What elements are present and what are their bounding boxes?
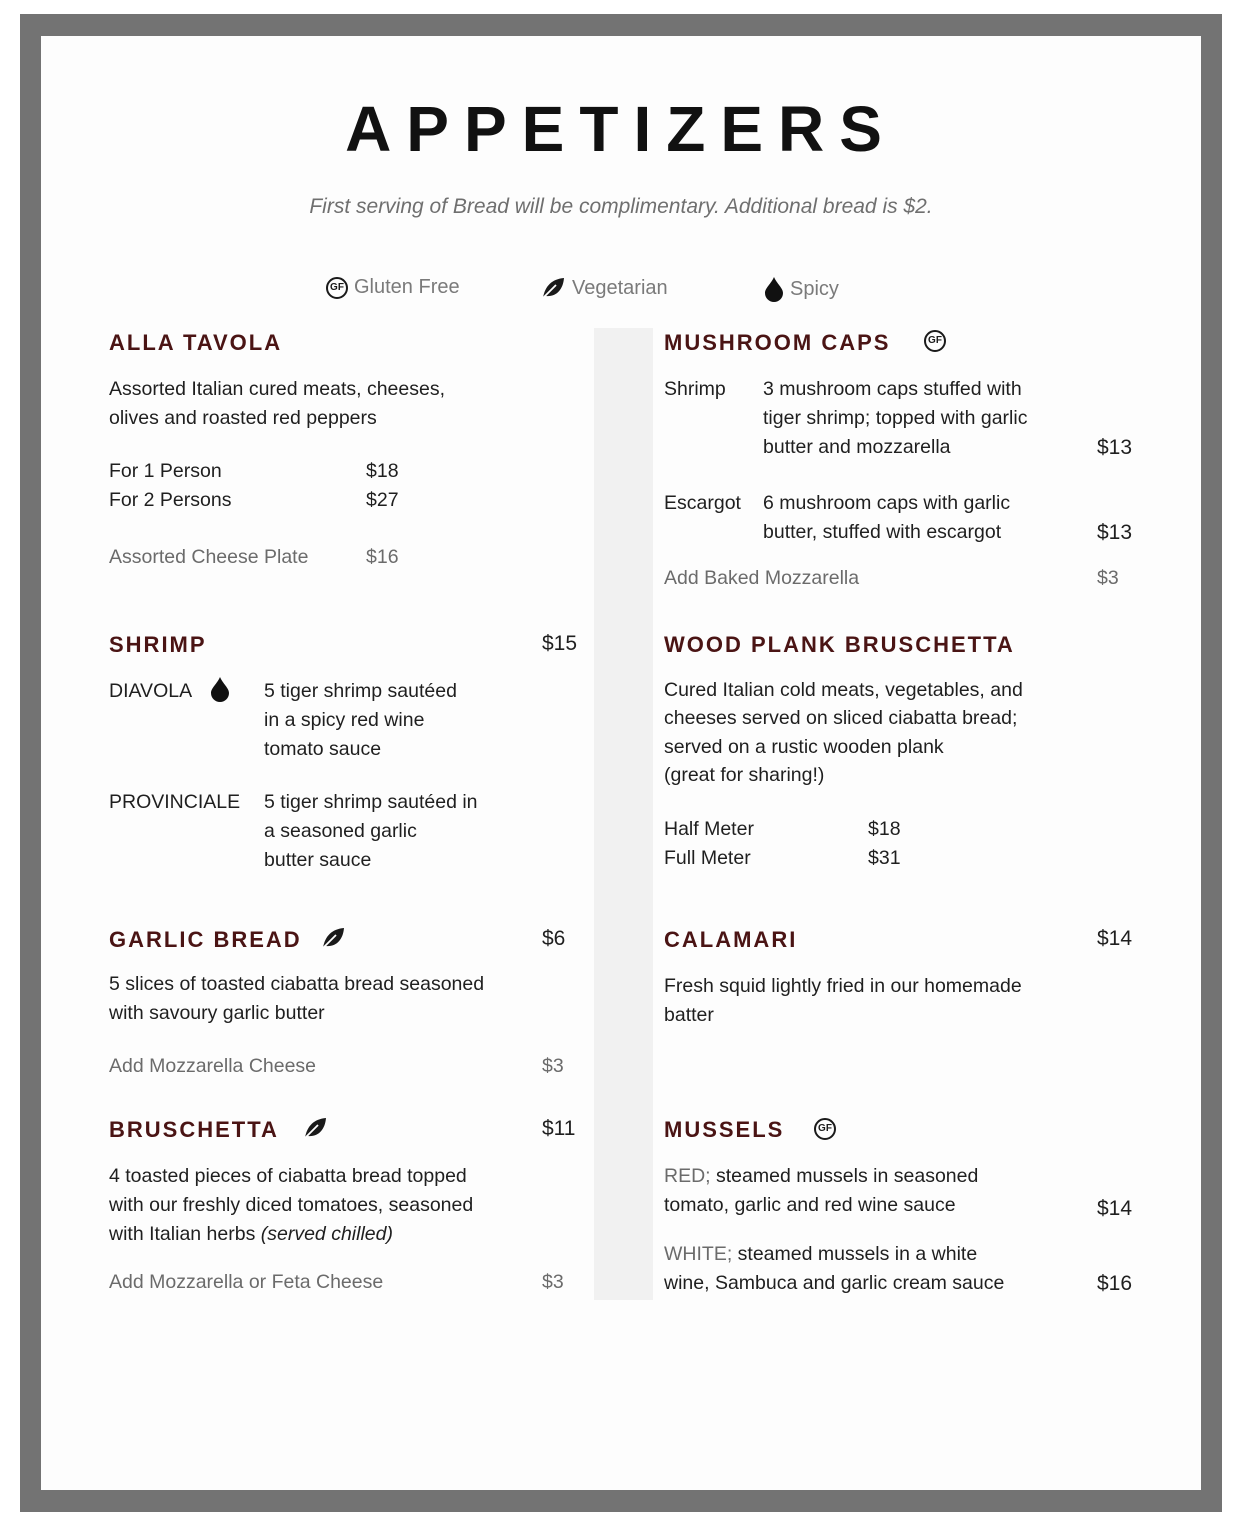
option-label: Full Meter [664,847,751,869]
bruschetta-desc-3 [109,1220,393,1249]
column-divider [594,328,653,1300]
mussels-red-desc-1 [664,1162,978,1191]
bruschetta-desc-2: with our freshly diced tomatoes, seasoned [109,1194,474,1216]
mushroom-shrimp-desc-1: 3 mushroom caps stuffed with [763,378,1022,400]
item-title-alla-tavola: ALLA TAVOLA [109,330,283,355]
gluten-free-icon: GF [924,330,946,352]
diavola-desc-2: in a spicy red wine [264,709,425,731]
legend-vegetarian [540,276,668,300]
mushroom-escargot-desc-2: butter, stuffed with escargot [763,521,1002,543]
diavola-desc-1: 5 tiger shrimp sautéed [264,680,457,702]
variant-name-escargot: Escargot [664,492,741,514]
wood-plank-desc-4: (great for sharing!) [664,764,825,786]
item-title-wood-plank-bruschetta: WOOD PLANK BRUSCHETTA [664,632,1015,657]
mussels-red-label: RED; [664,1165,711,1187]
mushroom-escargot-price: $13 [1097,521,1133,544]
variant-name-shrimp: Shrimp [664,378,726,400]
item-title-calamari: CALAMARI [664,927,798,952]
legend-gluten-free [326,276,460,299]
provinciale-desc-2: a seasoned garlic [264,820,417,842]
item-title-garlic-bread: GARLIC BREAD [109,927,302,952]
provinciale-desc-3: butter sauce [264,849,372,871]
legend-spicy-label: Spicy [790,277,839,300]
mussels-white-desc-text: steamed mussels in a white [732,1243,978,1265]
gluten-free-icon: GF [814,1118,836,1140]
mushroom-escargot-desc-1: 6 mushroom caps with garlic [763,492,1011,514]
item-title-mussels: MUSSELS [664,1117,785,1142]
legend-spicy [764,276,839,302]
addon-label: Add Baked Mozzarella [664,567,860,589]
variant-name-provinciale: PROVINCIALE [109,791,241,813]
calamari-price: $14 [1097,927,1133,950]
shrimp-price: $15 [542,632,578,655]
chili-drop-icon [210,676,230,702]
diavola-desc-3: tomato sauce [264,738,382,760]
chili-drop-icon [764,276,784,302]
option-price: $18 [868,818,901,840]
wood-plank-desc-2: cheeses served on sliced ciabatta bread; [664,707,1018,729]
wood-plank-desc-3: served on a rustic wooden plank [664,736,944,758]
mushroom-shrimp-desc-2: tiger shrimp; topped with garlic [763,407,1028,429]
cheese-plate-price: $16 [366,546,399,568]
mussels-white-desc-2: wine, Sambuca and garlic cream sauce [664,1272,1005,1294]
bruschetta-price: $11 [542,1117,576,1140]
cheese-plate-label: Assorted Cheese Plate [109,546,309,568]
addon-price: $3 [1097,567,1119,589]
bruschetta-desc-1: 4 toasted pieces of ciabatta bread topped [109,1165,467,1187]
option-price: $18 [366,460,399,482]
page-title: APPETIZERS [345,93,897,165]
item-title-bruschetta: BRUSCHETTA [109,1117,279,1142]
mussels-white-price: $16 [1097,1272,1133,1295]
option-label: For 2 Persons [109,489,232,511]
option-price: $27 [366,489,399,511]
mussels-red-desc-text: steamed mussels in seasoned [710,1165,979,1187]
mussels-white-label: WHITE; [664,1243,733,1265]
garlic-bread-price: $6 [542,927,566,950]
mussels-red-price: $14 [1097,1197,1133,1220]
leaf-icon [302,1115,328,1141]
served-chilled-note: (served chilled) [260,1223,393,1245]
addon-price: $3 [542,1271,564,1293]
alla-tavola-desc-1: Assorted Italian cured meats, cheeses, [109,378,446,400]
addon-price: $3 [542,1055,564,1077]
provinciale-desc-1: 5 tiger shrimp sautéed in [264,791,478,813]
garlic-bread-desc-2: with savoury garlic butter [109,1002,325,1024]
variant-name-diavola: DIAVOLA [109,680,193,702]
mushroom-shrimp-price: $13 [1097,436,1133,459]
legend-gluten-free-label: Gluten Free [354,276,460,298]
leaf-icon [540,276,566,300]
option-label: For 1 Person [109,460,222,482]
bruschetta-desc-3-text: with Italian herbs [109,1223,256,1245]
bread-note: First serving of Bread will be complimentary. Additional bread is $2. [309,195,933,218]
garlic-bread-desc-1: 5 slices of toasted ciabatta bread seasoned [109,973,485,995]
gluten-free-icon: GF [326,277,348,299]
option-price: $31 [868,847,901,869]
alla-tavola-desc-2: olives and roasted red peppers [109,407,377,429]
option-label: Half Meter [664,818,754,840]
item-title-shrimp: SHRIMP [109,632,207,657]
wood-plank-desc-1: Cured Italian cold meats, vegetables, and [664,679,1023,701]
calamari-desc-1: Fresh squid lightly fried in our homemade [664,975,1022,997]
item-title-mushroom-caps: MUSHROOM CAPS [664,330,891,355]
leaf-icon [320,925,346,951]
mussels-red-desc-2: tomato, garlic and red wine sauce [664,1194,956,1216]
legend-vegetarian-label: Vegetarian [572,276,668,299]
mussels-white-desc-1 [664,1240,977,1269]
mushroom-shrimp-desc-3: butter and mozzarella [763,436,951,458]
addon-label: Add Mozzarella or Feta Cheese [109,1271,384,1293]
calamari-desc-2: batter [664,1004,714,1026]
addon-label: Add Mozzarella Cheese [109,1055,317,1077]
